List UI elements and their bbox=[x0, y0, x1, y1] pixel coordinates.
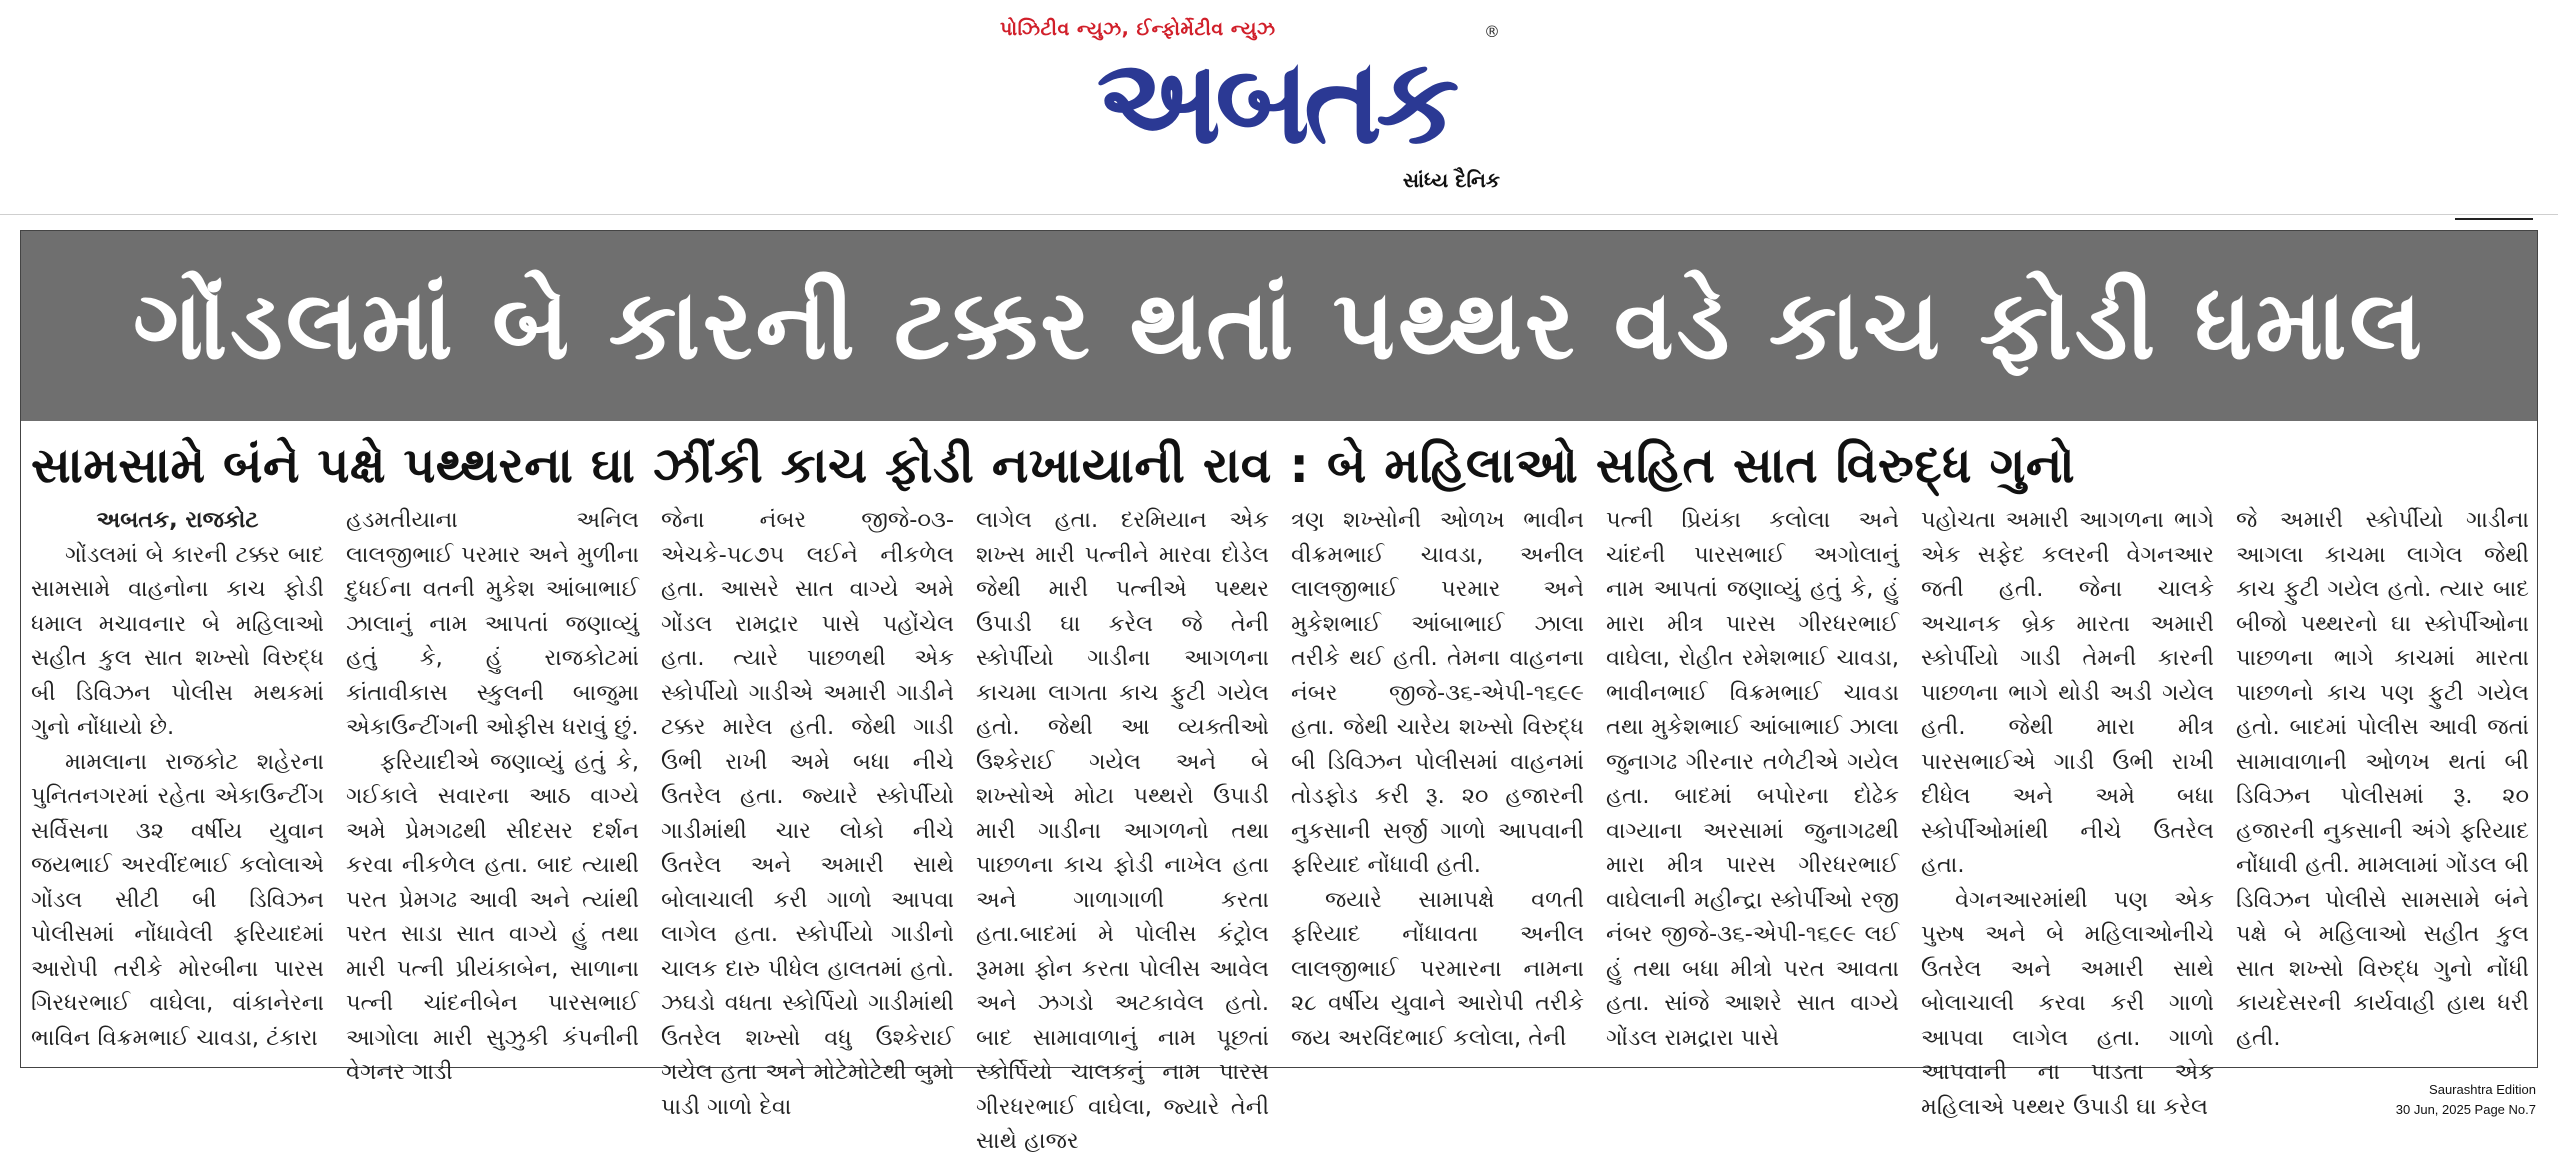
registered-mark: ® bbox=[1484, 22, 1500, 41]
article-column-7 bbox=[1921, 503, 2214, 1120]
paragraph: ત્રણ શખ્સોની ઓળખ ભાવીન વીક્રમભાઈ ચાવડા, અનીલ લાલજીભાઈ પરમાર અને મુકેશભાઈ આંબાભાઈ ઝાલા તરીકે થઈ હતી. તેમના વાહનના નંબર જીજે-૩૬-એપી-૧૬૯૯ હતા. જેથી ચારેય શખ્સો વિરુદ્ધ બી ડિવિઝન પોલીસમાં વાહનમાં તોડફોડ કરી રૂ. ૨૦ હજારની નુકસાની સર્જી ગાળો આપવાની ફરિયાદ નોંધાવી હતી. bbox=[1291, 507, 1584, 878]
paragraph: જે અમારી સ્કોર્પીયો ગાડીના આગલા કાચમા લાગેલ જેથી કાચ ફુટી ગયેલ હતો. ત્યાર બાદ બીજો પથ્થરનો ઘા સ્કોર્પીઓના પાછળના ભાગે કાચમાં મારતા પાછળનો કાચ પણ ફુટી ગયેલ હતો. બાદમાં પોલીસ આવી જતાં સામાવાળાની ઓળખ થતાં બી ડિવિઝન પોલીસમાં રૂ. ૨૦ હજારની નુકસાની અંગે ફરિયાદ નોંધાવી હતી. મામલામાં ગોંડલ બી ડિવિઝન પોલીસે સામસામે બંને પક્ષે બે મહિલાઓ સહીત કુલ સાત શખ્સો વિરુદ્ધ ગુનો નોંધી કાયદેસરની કાર્યવાહી હાથ ધરી હતી. bbox=[2236, 507, 2529, 1051]
top-divider-accent bbox=[2455, 218, 2533, 220]
masthead bbox=[0, 0, 2558, 210]
edition-label: Saurashtra Edition bbox=[2429, 1082, 2536, 1097]
masthead-subtitle: સાંધ્ય દૈનિક bbox=[1402, 168, 1500, 192]
paragraph: ફરિયાદીએ જણાવ્યું હતું કે, ગઈકાલે સવારના આઠ વાગ્યે અમે પ્રેમગઢથી સીદસર દર્શન કરવા નીકળેલ હતા. બાદ ત્યાથી પરત પ્રેમગઢ આવી અને ત્યાંથી પરત સાડા સાત વાગ્યે હું તથા મારી પત્ની પ્રીયંકાબેન, સાળાના પત્ની ચાંદનીબેન પારસભાઈ આગોલા મારી સુઝુકી કંપનીની વેગનર ગાડી bbox=[346, 748, 639, 1085]
article-column-5 bbox=[1291, 503, 1584, 1058]
paragraph: જેના નંબર જીજે-૦૩-એચકે-૫૮૭૫ લઈને નીકળેલ હતા. આસરે સાત વાગ્યે અમે ગોંડલ રામદ્રાર પાસે પહોંચેલ હતા. ત્યારે પાછળથી એક સ્કોર્પીયો ગાડીએ અમારી ગાડીને ટક્કર મારેલ હતી. જેથી ગાડી ઉભી રાખી અમે બધા નીચે ઉતરેલ હતા. જ્યારે સ્કોર્પીયો ગાડીમાંથી ચાર લોકો નીચે ઉતરેલ અને અમારી સાથે બોલાચાલી કરી ગાળો આપવા લાગેલ હતા. સ્કોર્પીયો ગાડીનો ચાલક દારુ પીધેલ હાલતમાં હતો. ઝઘડો વધતા સ્કોર્પિયો ગાડીમાંથી ઉતરેલ શખ્સો વધુ ઉશ્કેરાઈ ગયેલ હતા અને મોટેમોટેથી બુમો પાડી ગાળો દેવા bbox=[661, 507, 954, 1120]
headline-banner bbox=[21, 231, 2537, 421]
article-column-6 bbox=[1606, 503, 1899, 1058]
date-page-label: 30 Jun, 2025 Page No.7 bbox=[2395, 1102, 2536, 1117]
article-column-1 bbox=[31, 503, 324, 1058]
article-headline: ગોંડલમાં બે કારની ટક્કર થતાં પથ્થર વડે કાચ ફોડી ધમાલ bbox=[133, 269, 2425, 381]
paragraph: પહોચતા અમારી આગળના ભાગે એક સફેદ કલરની વેગનઆર જતી હતી. જેના ચાલકે અચાનક બ્રેક મારતા અમારી સ્કોર્પીયો ગાડી તેમની કારની પાછળના ભાગે થોડી અડી ગયેલ હતી. જેથી મારા મીત્ર પારસભાઈએ ગાડી ઉભી રાખી દીધેલ અને અમે બધા સ્કોર્પીઓમાંથી નીચે ઉતરેલ હતા. bbox=[1921, 507, 2214, 878]
article-subheadline: સામસામે બંને પક્ષે પથ્થરના ઘા ઝીંકી કાચ ફોડી નખાયાની રાવ : બે મહિલાઓ સહિત સાત વિરુદ્ધ ગુનો bbox=[31, 437, 2076, 494]
top-divider bbox=[0, 214, 2558, 215]
paragraph: વેગનઆરમાંથી પણ એક પુરુષ અને બે મહિલાઓનીચે ઉતરેલ અને અમારી સાથે બોલાચાલી કરવા કરી ગાળો આપવા લાગેલ હતા. ગાળો આપવાની ના પાડતા એક મહિલાએ પથ્થર ઉપાડી ઘા કરેલ bbox=[1921, 886, 2214, 1120]
article-column-3 bbox=[661, 503, 954, 1120]
masthead-tagline: પોઝિટીવ ન્યુઝ, ઈન્ફોર્મેટીવ ન્યુઝ bbox=[1000, 18, 1276, 40]
paragraph: જયારે સામાપક્ષે વળતી ફરિયાદ નોંધાવતા અનીલ લાલજીભાઈ પરમારના નામના ૨૮ વર્ષીય યુવાને આરોપી તરીકે જય અરવિંદભાઈ કલોલા, તેની bbox=[1291, 886, 1584, 1051]
paragraph: ગોંડલમાં બે કારની ટક્કર બાદ સામસામે વાહનોના કાચ ફોડી ધમાલ મચાવનાર બે મહિલાઓ સહીત કુલ સાત શખ્સો વિરુદ્ધ બી ડિવિઝન પોલીસ મથકમાં ગુનો નોંધાયો છે. bbox=[31, 541, 324, 740]
article-column-2 bbox=[346, 503, 639, 1085]
article-column-8 bbox=[2236, 503, 2529, 1058]
paragraph: હડમતીયાના અનિલ લાલજીભાઈ પરમાર અને મુળીના દુધઈના વતની મુકેશ આંબાભાઈ ઝાલાનું નામ આપતાં જણાવ્યું હતું કે, હું રાજકોટમાં કાંતાવીકાસ સ્કુલની બાજુમા એકાઉન્ટીંગની ઓફીસ ધરાવું છું. bbox=[346, 507, 639, 740]
masthead-logo[interactable]: અબતક bbox=[1096, 32, 1454, 170]
article-column-4 bbox=[976, 503, 1269, 1154]
paragraph: મામલાના રાજકોટ શહેરના પુનિતનગરમાં રહેતા એકાઉન્ટીંગ સર્વિસના ૩૨ વર્ષીય યુવાન જયભાઈ અરવીંદભાઈ કલોલાએ ગોંડલ સીટી બી ડિવિઝન પોલીસમાં નોંધાવેલી ફરિયાદમાં આરોપી તરીકે મોરબીના પારસ ગિરધરભાઈ વાઘેલા, વાંકાનેરના ભાવિન વિક્રમભાઈ ચાવડા, ટંકારા bbox=[31, 748, 324, 1051]
paragraph: લાગેલ હતા. દરમિયાન એક શખ્સ મારી પત્નીને મારવા દોડેલ જેથી મારી પત્નીએ પથ્થર ઉપાડી ઘા કરેલ જે તેની સ્કોર્પીયો ગાડીના આગળના કાચમા લાગતા કાચ ફુટી ગયેલ હતો. જેથી આ વ્યક્તીઓ ઉશ્કેરાઈ ગયેલ અને બે શખ્સોએ મોટા પથ્થરો ઉપાડી મારી ગાડીના આગળનો તથા પાછળના કાચ ફોડી નાખેલ હતા અને ગાળાગાળી કરતા હતા.બાદમાં મે પોલીસ કંટ્રોલ રૂમમા ફોન કરતા પોલીસ આવેલ અને ઝગડો અટકાવેલ હતો. બાદ સામાવાળાનું નામ પૂછતાં સ્કોર્પિયો ચાલકનું નામ પારસ ગીરધરભાઈ વાઘેલા, જ્યારે તેની સાથે હાજર bbox=[976, 507, 1269, 1154]
paragraph: પત્ની પ્રિયંકા કલોલા અને ચાંદની પારસભાઈ અગોલાનું નામ આપતાં જણાવ્યું હતું કે, હું મારા મીત્ર પારસ ગીરધરભાઈ વાઘેલા, રોહીત રમેશભાઈ ચાવડા, ભાવીનભાઈ વિક્રમભાઈ ચાવડા તથા મુકેશભાઈ આંબાભાઈ ઝાલા જુનાગઢ ગીરનાર તળેટીએ ગયેલ હતા. બાદમાં બપોરના દોઢેક વાગ્યાના અરસામાં જુનાગઢથી મારા મીત્ર પારસ ગીરધરભાઈ વાઘેલાની મહીન્દ્રા સ્કોર્પીઓ રજી નંબર જીજે-૩૬-એપી-૧૬૯૯ લઈ હું તથા બધા મીત્રો પરત આવતા હતા. સાંજે આશરે સાત વાગ્યે ગોંડલ રામદ્રારા પાસે bbox=[1606, 507, 1899, 1051]
dateline: અબતક, રાજકોટ bbox=[96, 507, 259, 533]
